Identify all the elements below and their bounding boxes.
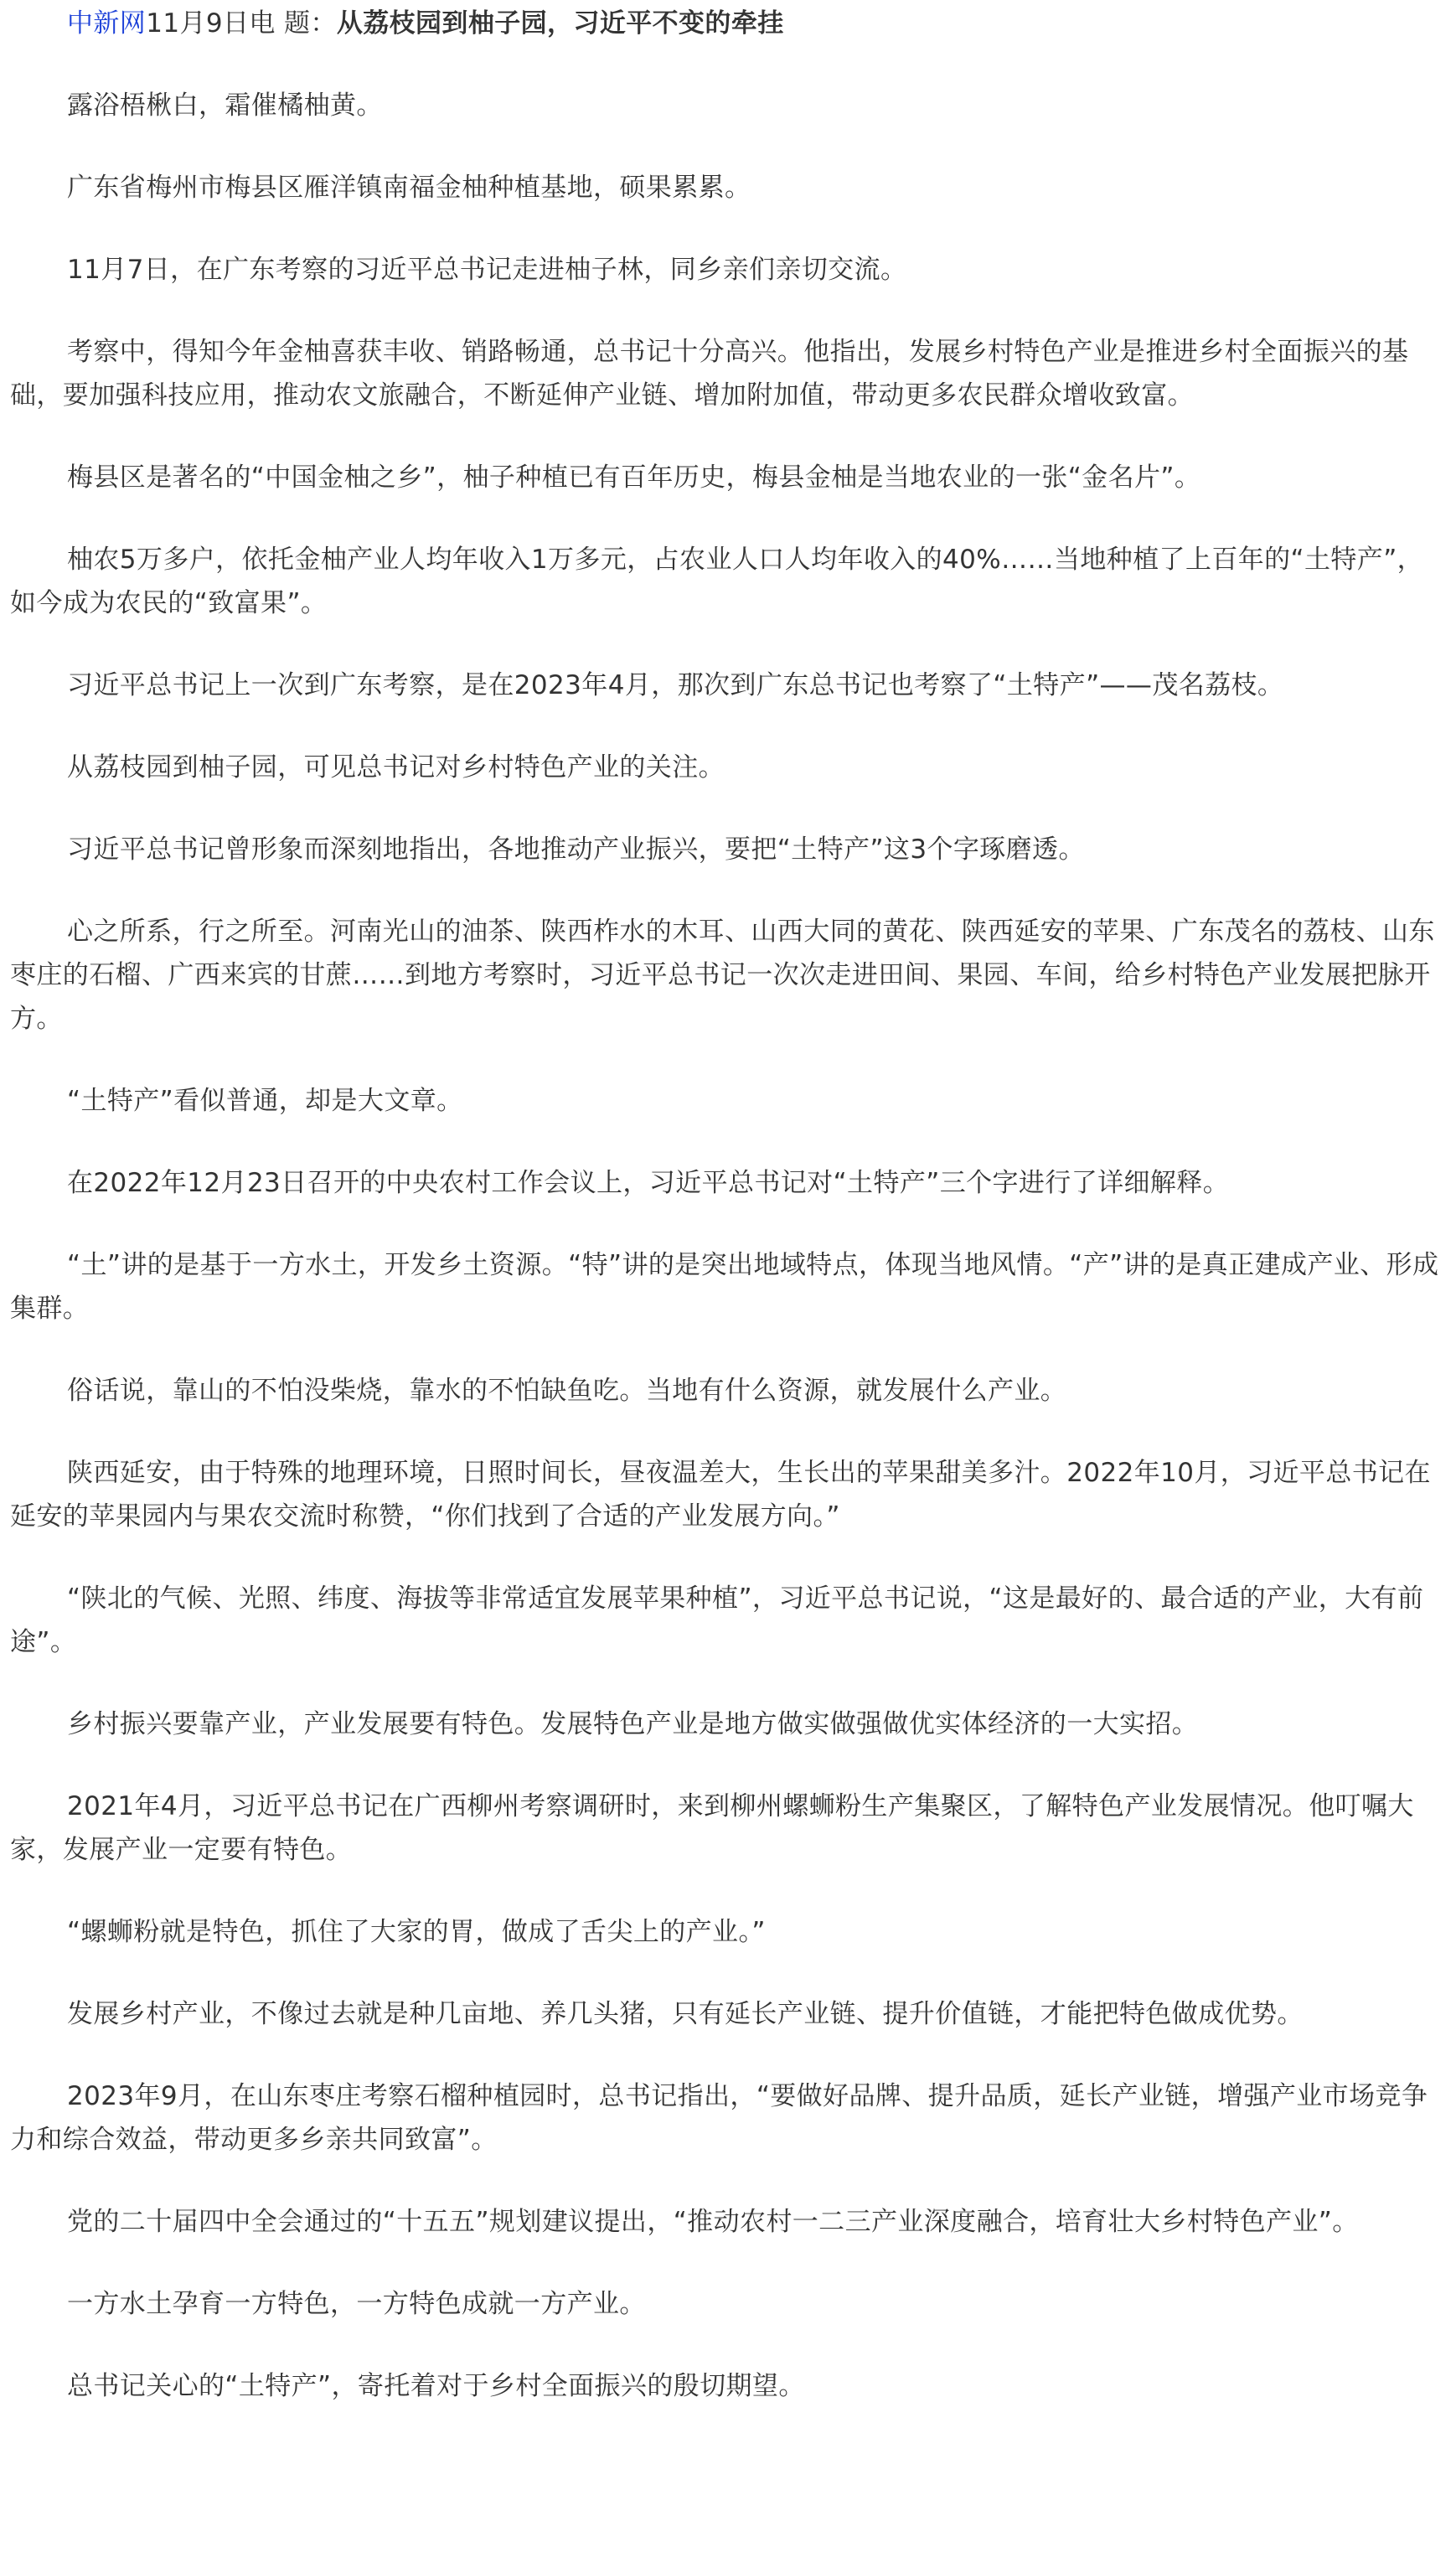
paragraph: 习近平总书记上一次到广东考察，是在2023年4月，那次到广东总书记也考察了“土特产”——茂名荔枝。 [67,670,1284,700]
paragraph: 考察中，得知今年金柚喜获丰收、销路畅通，总书记十分高兴。他指出，发展乡村特色产业是推进乡村全面振兴的基础，要加强科技应用，推动农文旅融合，不断延伸产业链、增加附加值，带动更多农民群众增收致富。 [10,337,1409,411]
paragraph: 2023年9月，在山东枣庄考察石榴种植园时，总书记指出，“要做好品牌、提升品质，延长产业链，增强产业市场竞争力和综合效益，带动更多乡亲共同致富”。 [10,2081,1428,2155]
paragraph: “螺蛳粉就是特色，抓住了大家的胃，做成了舌尖上的产业。” [67,1917,766,1947]
paragraph: 心之所系，行之所至。河南光山的油茶、陕西柞水的木耳、山西大同的黄花、陕西延安的苹果、广东茂名的荔枝、山东枣庄的石榴、广西来宾的甘蔗……到地方考察时，习近平总书记一次次走进田间、果园、车间，给乡村特色产业发展把脉开方。 [10,917,1435,1034]
paragraph: 陕西延安，由于特殊的地理环境，日照时间长，昼夜温差大，生长出的苹果甜美多汁。2022年10月，习近平总书记在延安的苹果园内与果农交流时称赞，“你们找到了合适的产业发展方向。” [10,1458,1431,1532]
dateline: 11月9日电 题： [146,8,337,39]
paragraph: 党的二十届四中全会通过的“十五五”规划建议提出，“推动农村一二三产业深度融合，培育壮大乡村特色产业”。 [67,2207,1359,2237]
paragraph: 露浴梧楸白，霜催橘柚黄。 [67,90,383,121]
paragraph: 在2022年12月23日召开的中央农村工作会议上，习近平总书记对“土特产”三个字进行了详细解释。 [67,1168,1230,1198]
paragraph: “土特产”看似普通，却是大文章。 [67,1086,463,1116]
paragraph: 柚农5万多户，依托金柚产业人均年收入1万多元，占农业人口人均年收入的40%……当地种植了上百年的“土特产”，如今成为农民的“致富果”。 [10,545,1424,618]
paragraph: 2021年4月，习近平总书记在广西柳州考察调研时，来到柳州螺蛳粉生产集聚区，了解特色产业发展情况。他叮嘱大家，发展产业一定要有特色。 [10,1791,1414,1865]
paragraph: 从荔枝园到柚子园，可见总书记对乡村特色产业的关注。 [67,752,725,783]
paragraph: 总书记关心的“土特产”，寄托着对于乡村全面振兴的殷切期望。 [67,2371,805,2401]
article-intro [10,2,1441,45]
paragraph: 11月7日，在广东考察的习近平总书记走进柚子林，同乡亲们亲切交流。 [67,255,907,285]
paragraph: “土”讲的是基于一方水土，开发乡土资源。“特”讲的是突出地域特点，体现当地风情。“产”讲的是真正建成产业、形成集群。 [10,1250,1439,1324]
paragraph: 乡村振兴要靠产业，产业发展要有特色。发展特色产业是地方做实做强做优实体经济的一大实招。 [67,1709,1199,1739]
paragraph: “陕北的气候、光照、纬度、海拔等非常适宜发展苹果种植”，习近平总书记说，“这是最好的、最合适的产业，大有前途”。 [10,1583,1424,1657]
paragraph: 广东省梅州市梅县区雁洋镇南福金柚种植基地，硕果累累。 [67,173,751,203]
paragraph: 一方水土孕育一方特色，一方特色成就一方产业。 [67,2289,646,2319]
source-link[interactable]: 中新网 [67,8,147,39]
paragraph: 俗话说，靠山的不怕没柴烧，靠水的不怕缺鱼吃。当地有什么资源，就发展什么产业。 [67,1376,1067,1406]
paragraph: 梅县区是著名的“中国金柚之乡”，柚子种植已有百年历史，梅县金柚是当地农业的一张“金名片”。 [67,462,1201,493]
article-body [0,2,1456,2408]
headline: 从荔枝园到柚子园，习近平不变的牵挂 [336,8,784,39]
paragraph: 发展乡村产业，不像过去就是种几亩地、养几头猪，只有延长产业链、提升价值链，才能把特色做成优势。 [67,1999,1304,2029]
paragraph: 习近平总书记曾形象而深刻地指出，各地推动产业振兴，要把“土特产”这3个字琢磨透。 [67,834,1085,865]
